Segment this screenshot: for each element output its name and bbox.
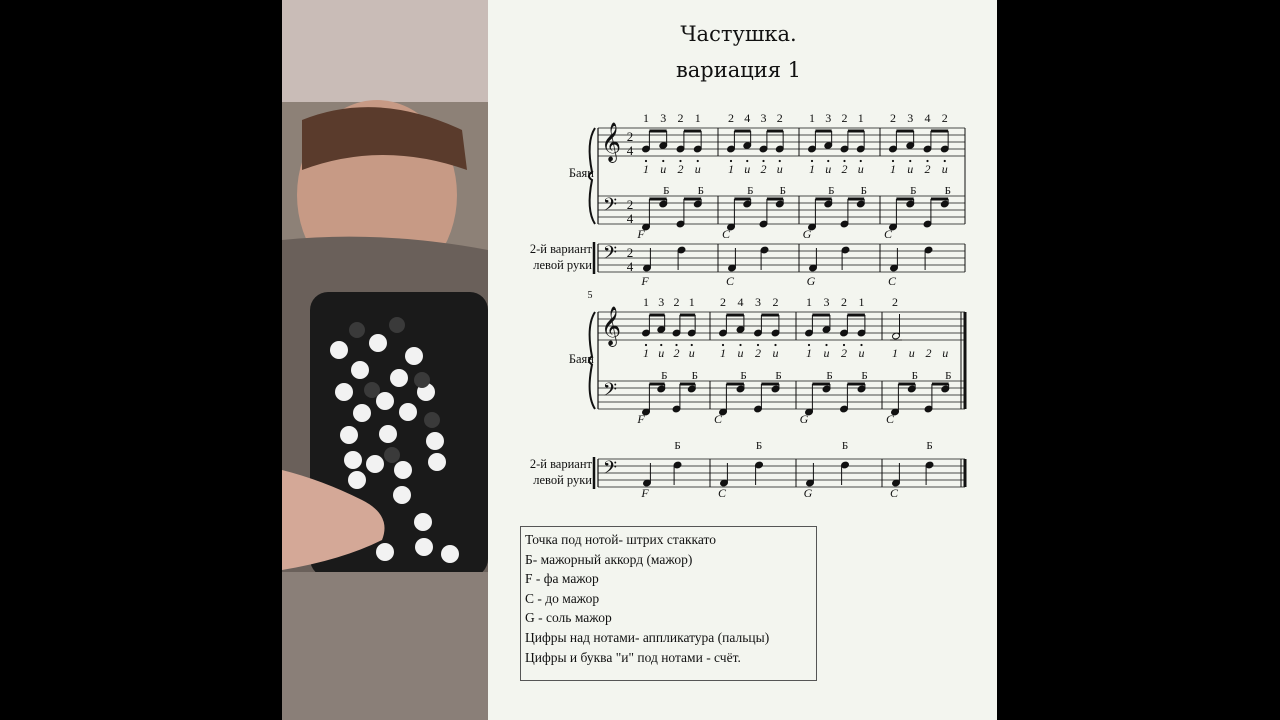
counting-mark: и: [737, 346, 744, 360]
alt-label-line2: левой руки: [533, 473, 592, 487]
major-chord-mark: Б: [926, 440, 933, 452]
fingering-number: 3: [658, 295, 665, 309]
alt-label-line2: левой руки: [533, 258, 592, 272]
fingering-number: 4: [744, 111, 751, 125]
major-chord-mark: Б: [755, 440, 763, 452]
fingering-number: 3: [825, 111, 832, 125]
score-title: Частушка.: [680, 22, 797, 46]
major-chord-mark: Б: [661, 370, 668, 382]
chord-letter: G: [803, 486, 813, 500]
chord-letter: F: [637, 412, 645, 426]
counting-mark: и: [688, 346, 695, 360]
counting-mark: и: [744, 162, 751, 176]
chord-letter: G: [806, 274, 816, 288]
chord-letter: C: [887, 274, 897, 288]
major-chord-mark: Б: [945, 370, 952, 382]
counting-mark: 2: [673, 346, 680, 360]
fingering-number: 1: [857, 111, 864, 125]
treble-clef: 𝄞: [600, 124, 622, 161]
legend-line: C - до мажор: [525, 590, 600, 606]
time-signature-top: 2: [626, 197, 634, 212]
counting-mark: 1: [809, 162, 815, 176]
fingering-number: 2: [720, 295, 726, 309]
major-chord-mark: Б: [841, 440, 849, 452]
legend-line: Б- мажорный аккорд (мажор): [525, 551, 693, 567]
video-feed-accordionist: [282, 0, 488, 720]
major-chord-mark: Б: [697, 185, 704, 197]
chord-letter: F: [641, 486, 649, 500]
counting-mark: и: [823, 346, 830, 360]
major-chord-mark: Б: [740, 370, 747, 382]
instrument-label-system1: Баян: [568, 166, 594, 180]
counting-mark: 1: [643, 346, 649, 360]
counting-mark: и: [658, 346, 665, 360]
fingering-number: 1: [688, 295, 695, 309]
counting-mark: 1: [643, 162, 649, 176]
sheet-music-page: [488, 0, 997, 720]
fingering-number: 2: [941, 111, 948, 125]
brace: [589, 128, 595, 224]
bass-clef: 𝄢: [602, 379, 618, 404]
counting-mark: 1: [720, 346, 726, 360]
fingering-number: 3: [760, 111, 767, 125]
counting-mark: 2: [924, 162, 931, 176]
fingering-number: 4: [924, 111, 931, 125]
fingering-number: 1: [694, 111, 701, 125]
chord-letter: F: [641, 274, 649, 288]
major-chord-mark: Б: [674, 440, 681, 452]
counting-mark: и: [942, 346, 949, 360]
fingering-number: 1: [643, 295, 649, 309]
counting-mark: и: [908, 346, 915, 360]
counting-mark: 2: [760, 162, 767, 176]
major-chord-mark: Б: [860, 185, 867, 197]
fingering-number: 4: [737, 295, 744, 309]
major-chord-mark: Б: [663, 185, 670, 197]
time-signature-bottom: 4: [626, 211, 634, 226]
major-chord-mark: Б: [691, 370, 698, 382]
counting-mark: и: [858, 346, 865, 360]
counting-mark: и: [776, 162, 783, 176]
legend-line: Цифры и буква "и" под нотами - счёт.: [525, 649, 741, 665]
instrument-label-system2: Баян: [568, 352, 594, 366]
counting-mark: и: [907, 162, 914, 176]
treble-clef: 𝄞: [600, 308, 622, 345]
counting-mark: и: [694, 162, 701, 176]
time-signature-bottom: 4: [626, 143, 634, 158]
measure-number: 5: [587, 290, 593, 301]
score-subtitle: вариация 1: [675, 58, 802, 82]
counting-mark: 2: [755, 346, 761, 360]
major-chord-mark: Б: [944, 185, 951, 197]
fingering-number: 3: [755, 295, 761, 309]
time-signature-top: 2: [626, 245, 634, 260]
major-chord-mark: Б: [779, 185, 786, 197]
legend-line: Цифры над нотами- аппликатура (пальцы): [525, 629, 770, 645]
fingering-number: 2: [841, 295, 847, 309]
counting-mark: 2: [677, 162, 684, 176]
bass-clef: 𝄢: [602, 242, 618, 267]
fingering-number: 1: [809, 111, 815, 125]
fingering-number: 3: [823, 295, 830, 309]
time-signature-top: 2: [626, 129, 634, 144]
video-bottom-area: [282, 572, 488, 720]
chord-letter: C: [885, 412, 895, 426]
counting-mark: 1: [890, 162, 896, 176]
fingering-number: 2: [772, 295, 779, 309]
counting-mark: 1: [728, 162, 734, 176]
fingering-number: 2: [841, 111, 848, 125]
fingering-number: 2: [890, 111, 896, 125]
chord-letter: F: [637, 227, 645, 241]
chord-letter: C: [725, 274, 735, 288]
fingering-number: 2: [677, 111, 684, 125]
counting-mark: 2: [925, 346, 932, 360]
chord-letter: C: [721, 227, 731, 241]
fingering-number: 3: [907, 111, 914, 125]
counting-mark: и: [660, 162, 667, 176]
fingering-number: 2: [728, 111, 734, 125]
legend-line: F - фа мажор: [525, 571, 599, 587]
legend-box: [520, 526, 817, 681]
major-chord-mark: Б: [828, 185, 835, 197]
bass-clef: 𝄢: [602, 194, 618, 219]
chord-letter: C: [883, 227, 893, 241]
major-chord-mark: Б: [861, 370, 868, 382]
major-chord-mark: Б: [775, 370, 782, 382]
chord-letter: G: [802, 227, 812, 241]
counting-mark: и: [825, 162, 832, 176]
counting-mark: 1: [806, 346, 812, 360]
music-notation: [488, 0, 997, 520]
counting-mark: 1: [892, 346, 898, 360]
fingering-number: 3: [660, 111, 667, 125]
fingering-number: 1: [858, 295, 865, 309]
major-chord-mark: Б: [910, 185, 917, 197]
brace: [589, 312, 595, 409]
counting-mark: и: [857, 162, 864, 176]
fingering-number: 2: [776, 111, 783, 125]
counting-mark: 2: [841, 162, 848, 176]
bass-clef: 𝄢: [602, 457, 618, 482]
major-chord-mark: Б: [911, 370, 918, 382]
major-chord-mark: Б: [747, 185, 754, 197]
counting-mark: и: [772, 346, 779, 360]
chord-letter: C: [713, 412, 723, 426]
counting-mark: 2: [841, 346, 847, 360]
legend-line: Точка под нотой- штрих стаккато: [525, 532, 716, 547]
time-signature-bottom: 4: [626, 259, 634, 274]
chord-letter: G: [799, 412, 809, 426]
fingering-number: 2: [892, 295, 898, 309]
chord-letter: C: [717, 486, 727, 500]
fingering-number: 1: [806, 295, 812, 309]
alt-label-line1: 2-й вариант: [529, 457, 592, 471]
legend-line: G - соль мажор: [525, 610, 612, 626]
chord-letter: C: [889, 486, 899, 500]
fingering-number: 1: [643, 111, 649, 125]
alt-label-line1: 2-й вариант: [529, 242, 592, 256]
fingering-number: 2: [673, 295, 680, 309]
major-chord-mark: Б: [826, 370, 833, 382]
counting-mark: и: [941, 162, 948, 176]
